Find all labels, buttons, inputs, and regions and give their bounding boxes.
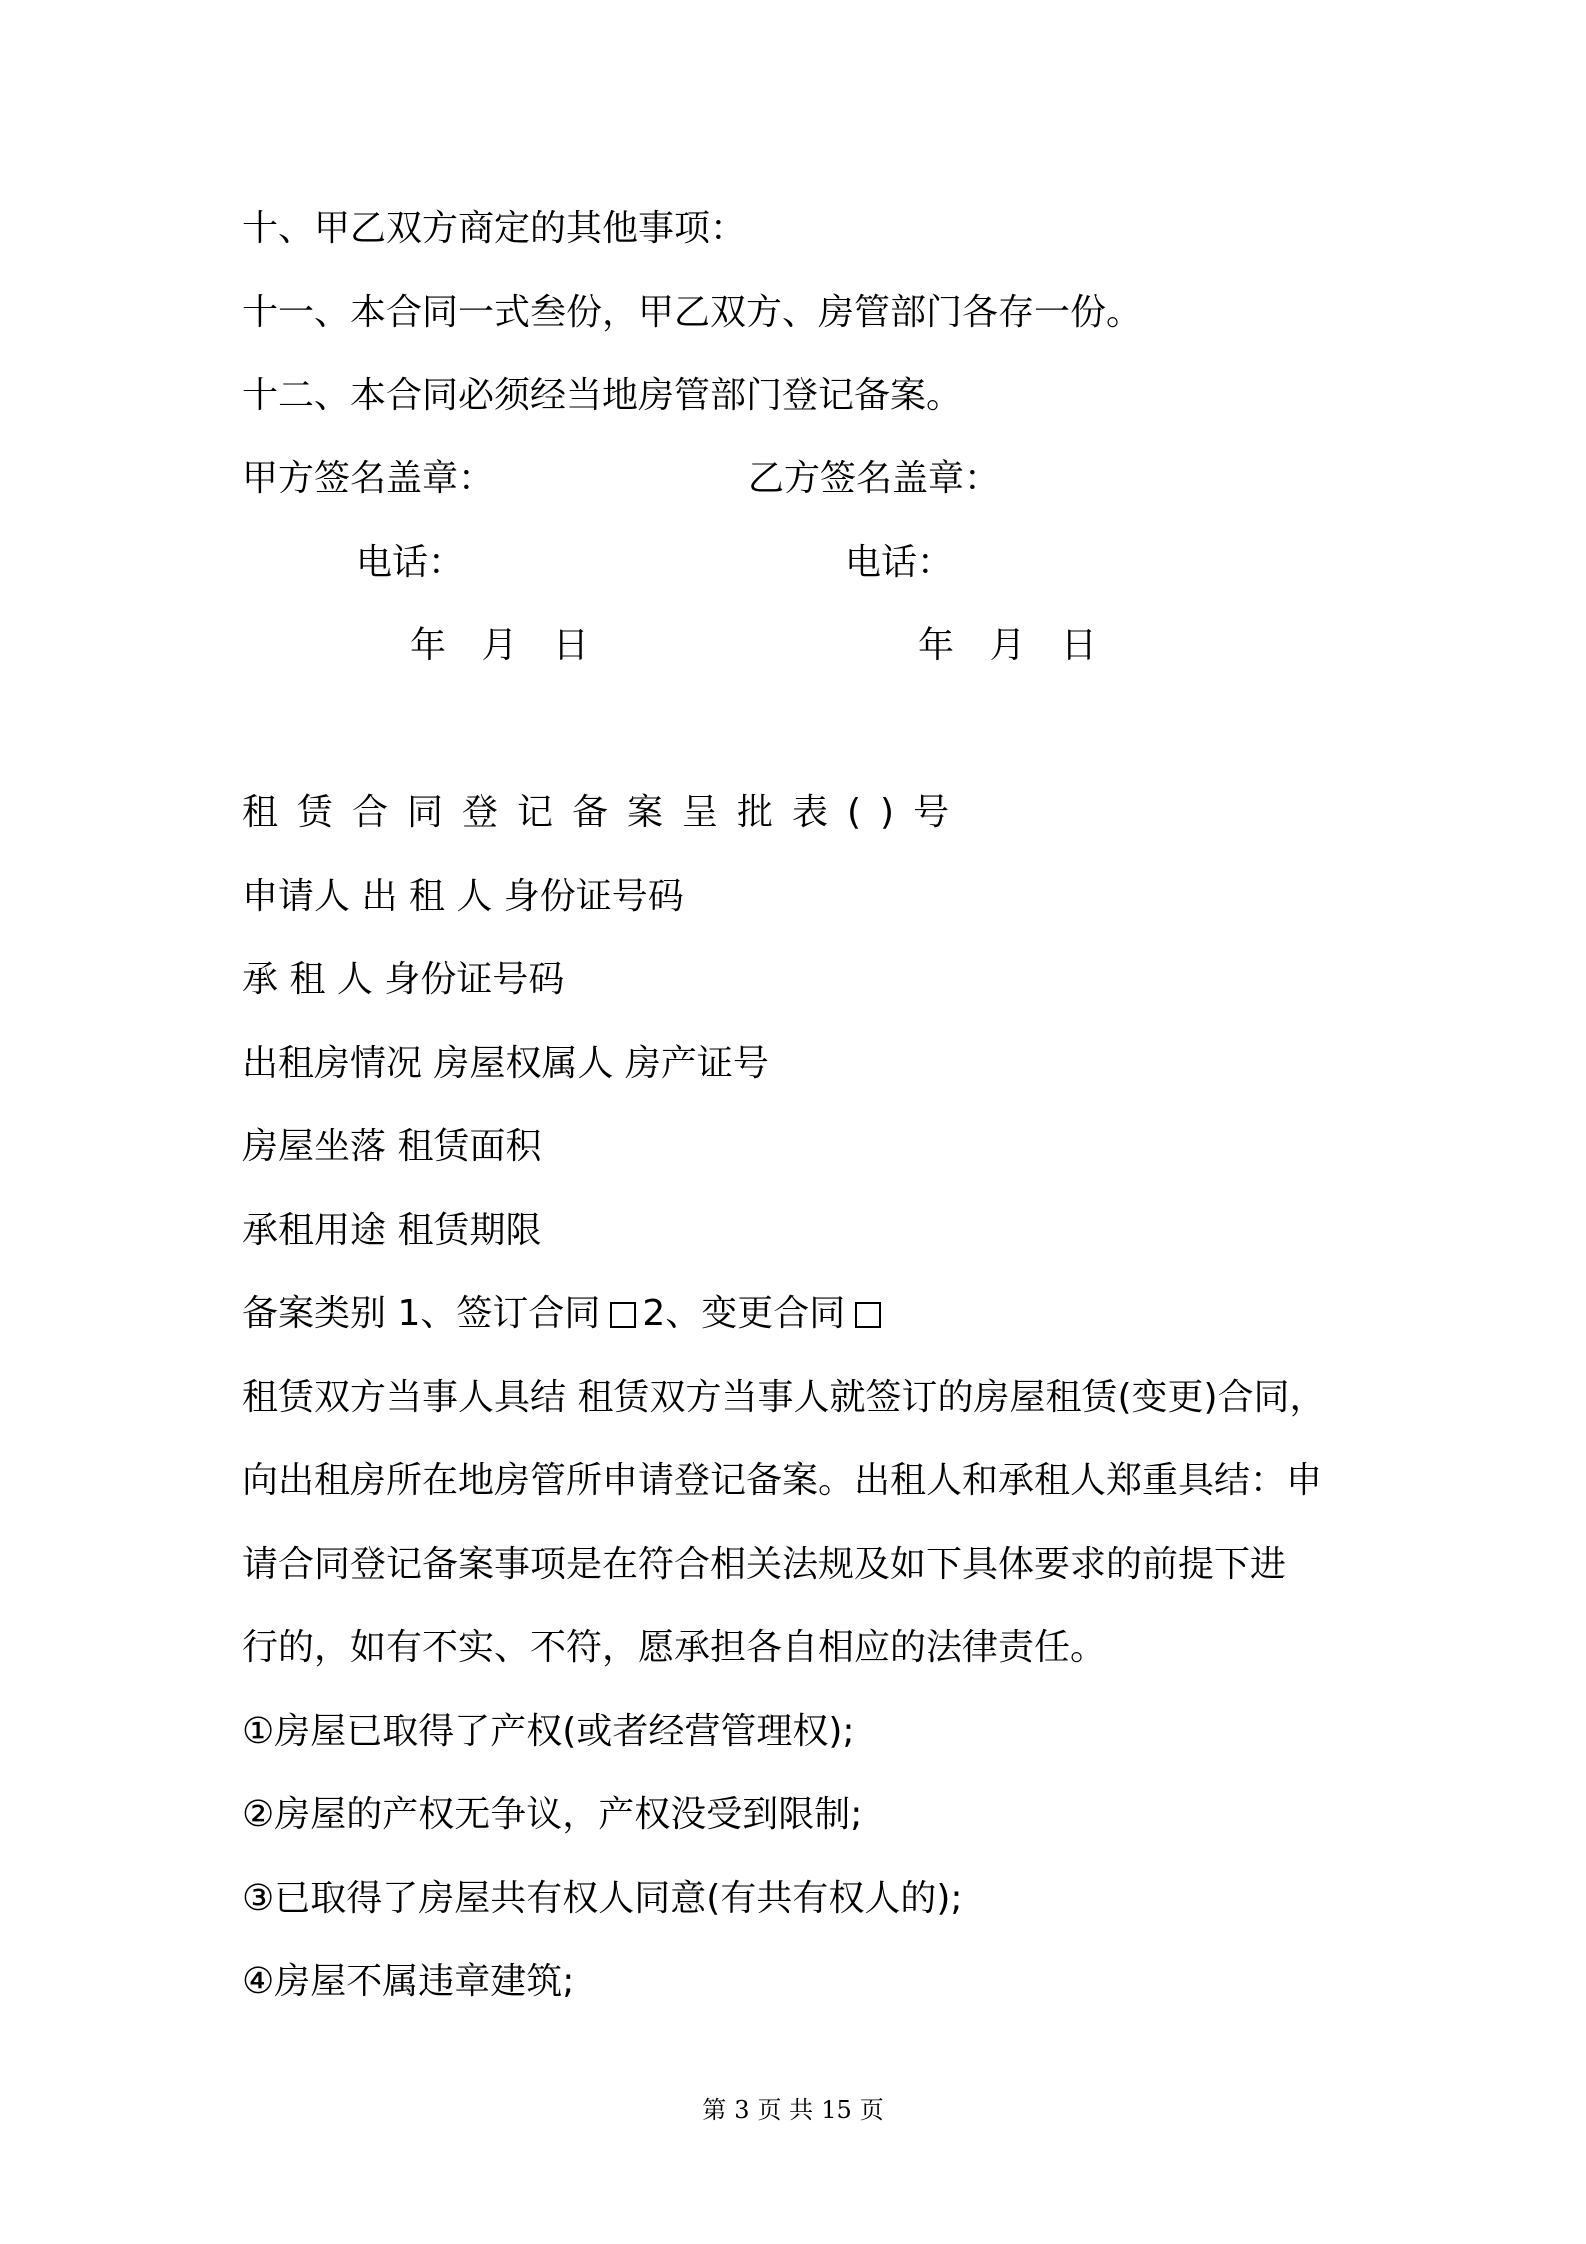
party-b-phone-label: 电话： [845,542,954,583]
party-b-date: 年 月 日 [918,625,1109,666]
statement-line: 请合同登记备案事项是在符合相关法规及如下具体要求的前提下进 [242,1544,1287,1585]
category-label: 备案类别 1、签订合同 [242,1293,601,1334]
category-row [242,1290,887,1338]
applicant-row: 申请人 出 租 人 身份证号码 [242,876,684,917]
change-contract-checkbox[interactable] [855,1302,881,1328]
condition-item: ①房屋已取得了产权(或者经营管理权); [242,1711,855,1752]
condition-item: ③已取得了房屋共有权人同意(有共有权人的); [242,1878,963,1919]
page-footer [0,2094,1586,2126]
footer-prefix: 第 [702,2096,727,2124]
statement-line: 租赁双方当事人具结 租赁双方当事人就签订的房屋租赁(变更)合同， [242,1377,1326,1418]
lessee-row: 承 租 人 身份证号码 [242,959,565,1000]
clause-10: 十、甲乙双方商定的其他事项： [242,208,747,249]
party-b-signature-label: 乙方签名盖章： [748,458,1001,499]
form-title: 租赁合同登记备案呈批表()号 [242,792,969,833]
party-a-date: 年 月 日 [410,625,601,666]
statement-line: 行的，如有不实、不符，愿承担各自相应的法律责任。 [242,1627,1107,1668]
location-row: 房屋坐落 租赁面积 [242,1126,542,1167]
footer-suffix: 页 [859,2096,884,2124]
condition-item: ④房屋不属违章建筑; [242,1961,575,2002]
footer-total-pages: 15 [821,2096,852,2124]
statement-line: 向出租房所在地房管所申请登记备案。出租人和承租人郑重具结：申 [242,1460,1323,1501]
clause-12: 十二、本合同必须经当地房管部门登记备案。 [242,375,963,416]
clause-11: 十一、本合同一式叁份，甲乙双方、房管部门各存一份。 [242,292,1143,333]
footer-page-number: 3 [734,2096,750,2124]
footer-middle: 页 共 [757,2096,814,2124]
sign-contract-checkbox[interactable] [610,1302,636,1328]
party-a-phone-label: 电话： [356,542,465,583]
property-row: 出租房情况 房屋权属人 房产证号 [242,1043,769,1084]
party-a-signature-label: 甲方签名盖章： [242,458,495,499]
usage-row: 承租用途 租赁期限 [242,1210,542,1251]
category-option-2-label: 2、变更合同 [642,1293,846,1334]
condition-item: ②房屋的产权无争议，产权没受到限制; [242,1794,863,1835]
